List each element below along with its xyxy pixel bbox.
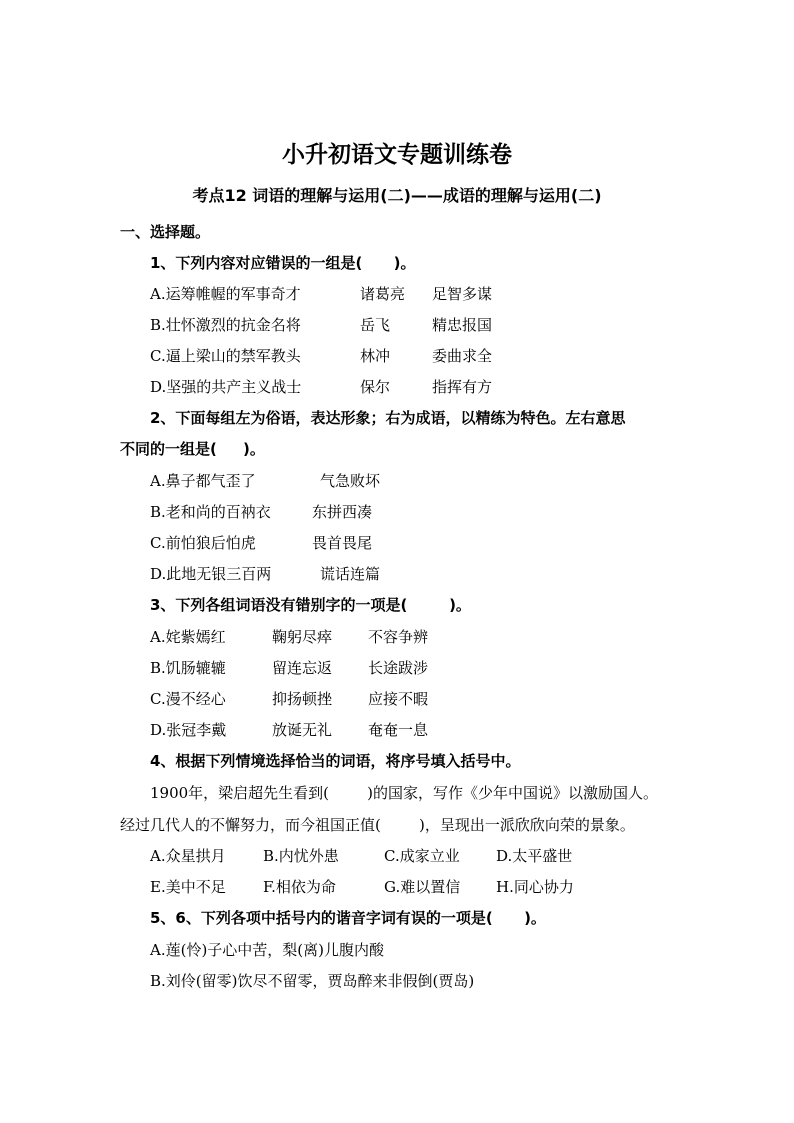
question-5-stem: 5、6、下列各项中括号内的谐音字词有误的一项是( )。	[150, 909, 546, 927]
q1-option-a-person: 诸葛亮	[360, 285, 406, 303]
q1-option-b-idiom: 精忠报国	[432, 316, 493, 334]
question-2-stem-line1: 2、下面每组左为俗语，表达形象；右为成语，以精练为特色。左右意思	[150, 409, 626, 427]
q3-option-a-2: 鞠躬尽瘁	[272, 628, 333, 646]
question-2-stem-line2: 不同的一组是( )。	[120, 440, 265, 458]
q2-option-d-proverb: D.此地无银三百两	[150, 565, 272, 583]
q2-option-b-idiom: 东拼西凑	[312, 503, 373, 521]
q3-option-c-2: 抑扬顿挫	[272, 690, 333, 708]
q3-option-b-3: 长途跋涉	[368, 659, 429, 677]
q4-option-e: E.美中不足	[150, 878, 226, 896]
question-4-text-line1: 1900年，梁启超先生看到( )的国家，写作《少年中国说》以激励国人。	[150, 784, 659, 802]
q5-option-b: B.刘伶(留零)饮尽不留零，贾岛醉来非假倒(贾岛)	[150, 972, 475, 990]
q4-option-b: B.内忧外患	[263, 847, 339, 865]
section-heading: 一、选择题。	[120, 223, 211, 241]
q3-option-a-1: A.姹紫嫣红	[150, 628, 226, 646]
q4-option-a: A.众星拱月	[150, 847, 226, 865]
q2-option-b-proverb: B.老和尚的百衲衣	[150, 503, 271, 521]
q5-option-a: A.莲(怜)子心中苦，梨(离)儿腹内酸	[150, 941, 385, 959]
page-title: 小升初语文专题训练卷	[282, 142, 512, 168]
q4-option-f: F.相依为命	[263, 878, 336, 896]
q1-option-b-text: B.壮怀激烈的抗金名将	[150, 316, 301, 334]
q1-option-c-person: 林冲	[360, 347, 391, 365]
q3-option-d-2: 放诞无礼	[272, 721, 333, 739]
question-3-stem: 3、下列各组词语没有错别字的一项是( )。	[150, 596, 471, 614]
q3-option-a-3: 不容争辨	[368, 628, 429, 646]
q2-option-a-proverb: A.鼻子都气歪了	[150, 472, 256, 490]
q2-option-a-idiom: 气急败坏	[320, 472, 381, 490]
q1-option-c-idiom: 委曲求全	[432, 347, 493, 365]
page-subtitle: 考点12 词语的理解与运用(二)——成语的理解与运用(二)	[192, 186, 602, 205]
q4-option-h: H.同心协力	[496, 878, 574, 896]
question-4-text-line2: 经过几代人的不懈努力，而今祖国正值( )，呈现出一派欣欣向荣的景象。	[120, 816, 635, 834]
q4-option-c: C.成家立业	[384, 847, 460, 865]
q1-option-b-person: 岳飞	[360, 316, 391, 334]
q3-option-c-3: 应接不暇	[368, 690, 429, 708]
q1-option-d-idiom: 指挥有方	[432, 378, 493, 396]
q2-option-c-proverb: C.前怕狼后怕虎	[150, 534, 256, 552]
q1-option-a-idiom: 足智多谋	[432, 285, 493, 303]
q1-option-d-text: D.坚强的共产主义战士	[150, 378, 302, 396]
q1-option-d-person: 保尔	[360, 378, 391, 396]
q3-option-b-1: B.饥肠辘辘	[150, 659, 226, 677]
q4-option-d: D.太平盛世	[496, 847, 573, 865]
q3-option-b-2: 留连忘返	[272, 659, 333, 677]
q3-option-d-3: 奄奄一息	[368, 721, 429, 739]
q2-option-d-idiom: 谎话连篇	[320, 565, 381, 583]
q3-option-c-1: C.漫不经心	[150, 690, 226, 708]
question-1-stem: 1、下列内容对应错误的一组是( )。	[150, 254, 416, 272]
question-4-stem: 4、根据下列情境选择恰当的词语，将序号填入括号中。	[150, 752, 521, 770]
q4-option-g: G.难以置信	[384, 878, 461, 896]
q3-option-d-1: D.张冠李戴	[150, 721, 227, 739]
q2-option-c-idiom: 畏首畏尾	[312, 534, 373, 552]
q1-option-a-text: A.运筹帷幄的军事奇才	[150, 285, 301, 303]
q1-option-c-text: C.逼上梁山的禁军教头	[150, 347, 301, 365]
